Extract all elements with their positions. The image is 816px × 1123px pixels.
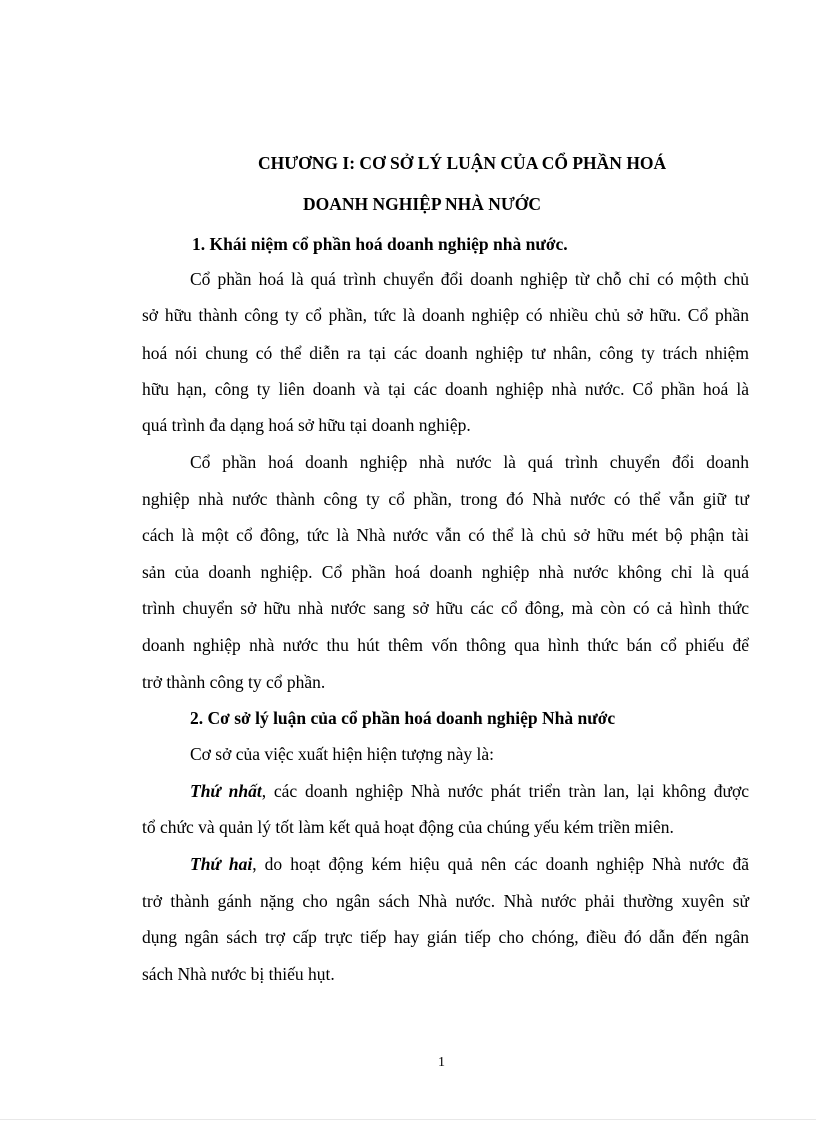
- paragraph-line: trở thành công ty cổ phần.: [142, 672, 326, 692]
- chapter-title-line-1: CHƯƠNG I: CƠ SỞ LÝ LUẬN CỦA CỔ PHẦN HOÁ: [258, 153, 667, 173]
- paragraph-line: cách là một cổ đông, tức là Nhà nước vẫn có thể là chủ sở hữu mét bộ phận tài: [142, 525, 749, 545]
- paragraph-line: sở hữu thành công ty cổ phần, tức là doanh nghiệp có nhiều chủ sở hữu. Cổ phần: [142, 305, 749, 325]
- paragraph-line: hoá nói chung có thể diễn ra tại các doanh nghiệp tư nhân, công ty trách nhiệm: [142, 343, 749, 363]
- paragraph-line: quá trình đa dạng hoá sở hữu tại doanh nghiệp.: [142, 415, 471, 435]
- paragraph-line: sản của doanh nghiệp. Cổ phần hoá doanh nghiệp nhà nước không chỉ là quá: [142, 562, 749, 582]
- paragraph-line: Cổ phần hoá doanh nghiệp nhà nước là quá trình chuyển đổi doanh: [190, 452, 749, 472]
- point-first-lead: Thứ nhất: [190, 781, 262, 801]
- paragraph-line: trình chuyển sở hữu nhà nước sang sở hữu các cổ đông, mà còn có cả hình thức: [142, 598, 749, 618]
- paragraph-line: sách Nhà nước bị thiếu hụt.: [142, 964, 335, 984]
- paragraph-line: hữu hạn, công ty liên doanh và tại các doanh nghiệp nhà nước. Cổ phần hoá là: [142, 379, 749, 399]
- point-first-text: , các doanh nghiệp Nhà nước phát triển tràn lan, lại không được: [261, 781, 749, 801]
- paragraph-line: dụng ngân sách trợ cấp trực tiếp hay gián tiếp cho chóng, điều đó dẫn đến ngân: [142, 927, 749, 947]
- section-2-heading: 2. Cơ sở lý luận của cổ phần hoá doanh nghiệp Nhà nước: [190, 708, 616, 728]
- section-2-intro: Cơ sở của việc xuất hiện hiện tượng này là:: [190, 744, 495, 764]
- point-second-line-1: [190, 853, 749, 875]
- page-bottom-edge: [0, 1119, 816, 1120]
- point-second-text: , do hoạt động kém hiệu quả nên các doanh nghiệp Nhà nước đã: [252, 854, 749, 874]
- point-first-line-2: tổ chức và quản lý tốt làm kết quả hoạt động của chúng yếu kém triền miên.: [142, 817, 674, 837]
- point-first-line-1: [190, 780, 749, 802]
- paragraph-line: trở thành gánh nặng cho ngân sách Nhà nước. Nhà nước phải thường xuyên sử: [142, 891, 749, 911]
- section-1-heading: 1. Khái niệm cổ phần hoá doanh nghiệp nhà nước.: [192, 234, 568, 254]
- paragraph-line: Cổ phần hoá là quá trình chuyển đổi doanh nghiệp từ chỗ chỉ có mộth chủ: [190, 269, 749, 289]
- point-second-lead: Thứ hai: [190, 854, 253, 874]
- page-number: 1: [438, 1055, 445, 1070]
- chapter-title-line-2: DOANH NGHIỆP NHÀ NƯỚC: [303, 194, 542, 214]
- paragraph-line: doanh nghiệp nhà nước thu hút thêm vốn thông qua hình thức bán cổ phiếu để: [142, 635, 749, 655]
- paragraph-line: nghiệp nhà nước thành công ty cổ phần, trong đó Nhà nước có thể vẫn giữ tư: [142, 489, 749, 509]
